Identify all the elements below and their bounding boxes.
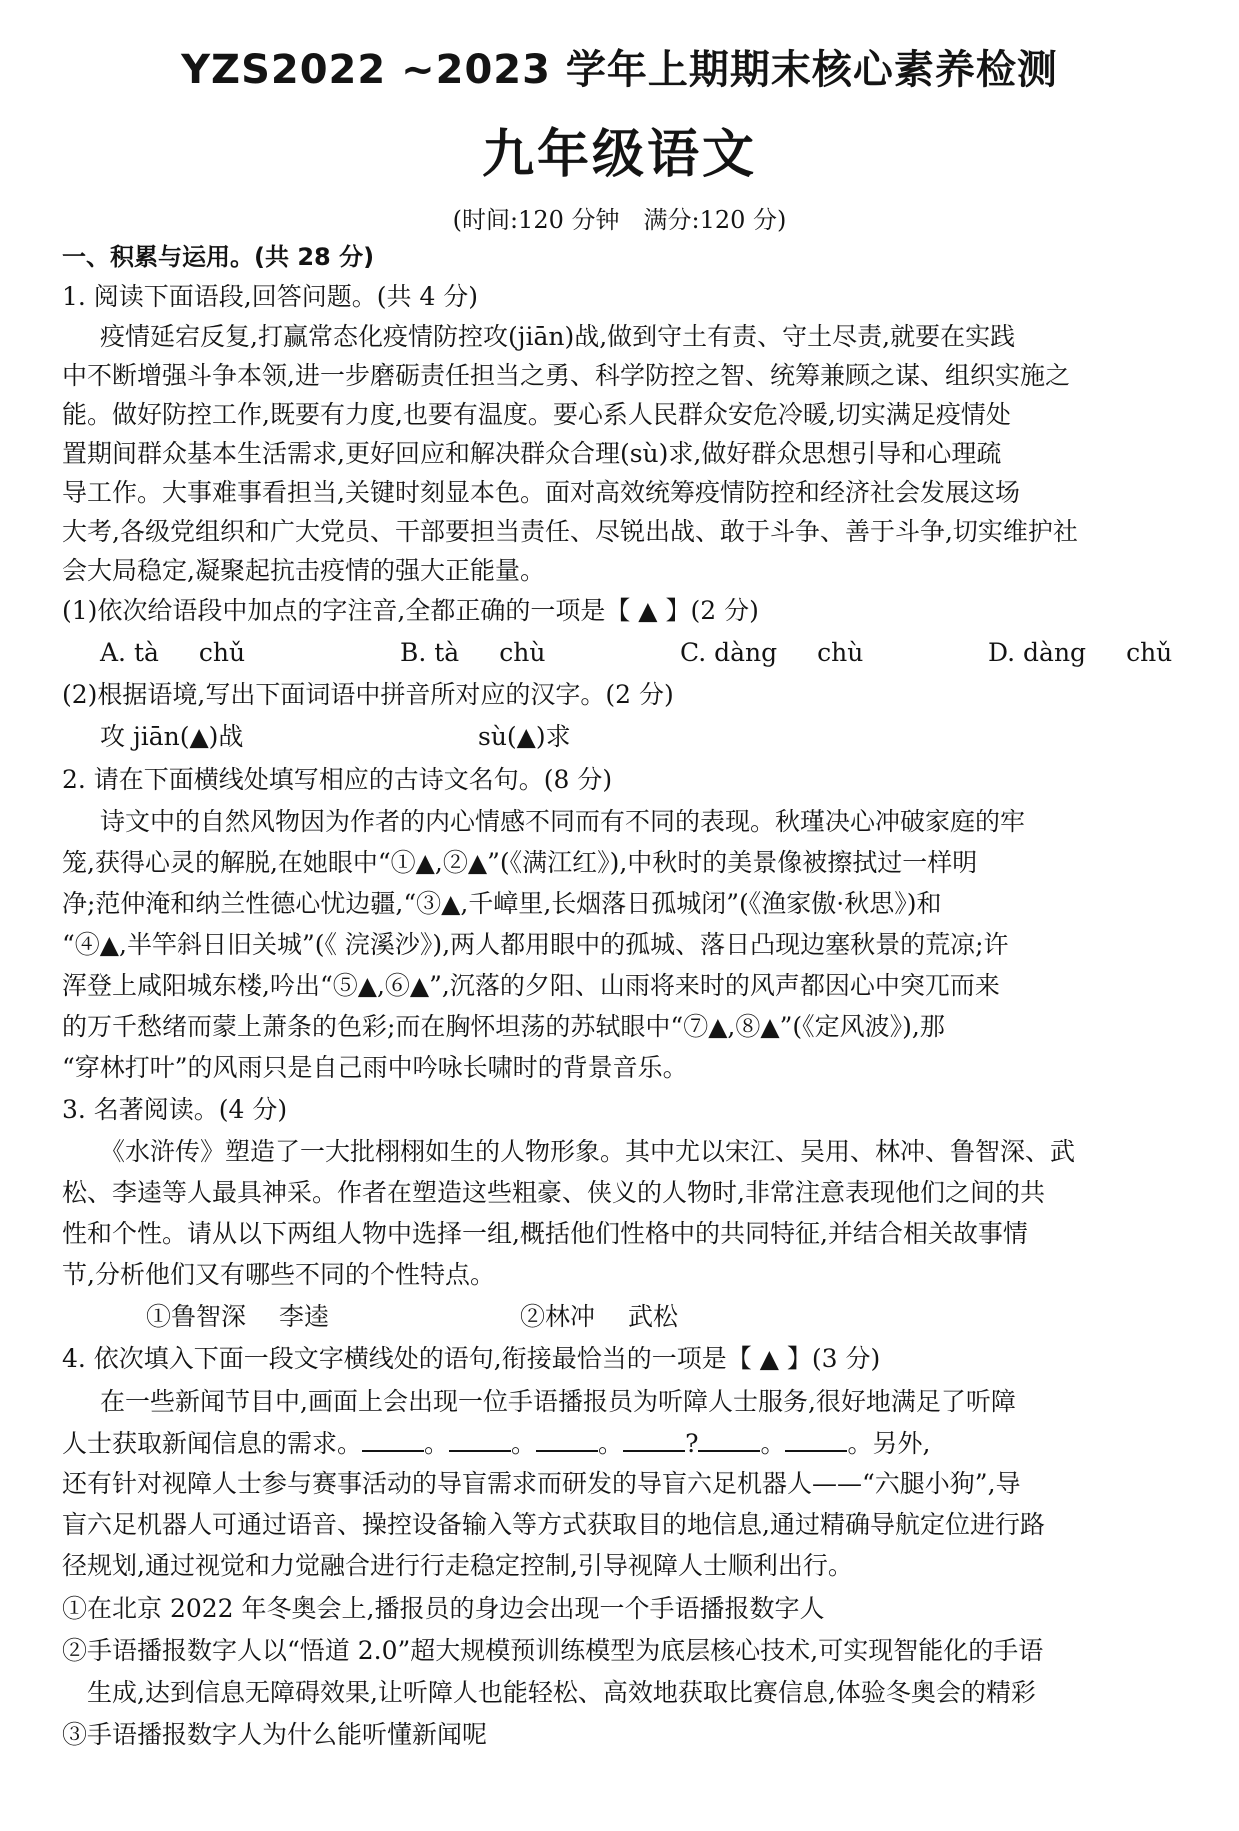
q4-blank-line (62, 1426, 930, 1461)
q4-suffix: 另外, (872, 1429, 931, 1458)
q1-option-a[interactable] (100, 636, 245, 670)
answer-blank[interactable] (449, 1426, 511, 1452)
option-label: C. dàng (680, 638, 778, 667)
q1-passage-line: 疫情延宕反复,打赢常态化疫情防控攻(jiān)战,做到守土有责、守土尽责,就要在实践 (100, 322, 1016, 351)
answer-blank[interactable] (623, 1426, 685, 1452)
answer-blank[interactable] (362, 1426, 424, 1452)
q2-passage-line: “穿林打叶”的风雨只是自己雨中吟咏长啸时的背景音乐。 (62, 1053, 688, 1082)
q2-passage-line: “④▲,半竿斜日旧关城”(《 浣溪沙》),两人都用眼中的孤城、落日凸现边塞秋景的荒凉;许 (62, 930, 1009, 959)
q2-passage-line: 诗文中的自然风物因为作者的内心情感不同而有不同的表现。秋瑾决心冲破家庭的牢 (100, 807, 1026, 836)
q4-passage-line: 还有针对视障人士参与赛事活动的导盲需求而研发的导盲六足机器人——“六腿小狗”,导 (62, 1469, 1021, 1498)
q2-passage-line: 笼,获得心灵的解脱,在她眼中“①▲,②▲”(《满江红》),中秋时的美景像被擦拭过一样明 (62, 848, 978, 877)
q1-fill-jian[interactable]: 攻 jiān(▲)战 (100, 722, 244, 751)
option-label: A. tà (100, 638, 159, 667)
q1-passage-line: 会大局稳定,凝聚起抗击疫情的强大正能量。 (62, 556, 545, 585)
option-label: B. tà (400, 638, 460, 667)
q1-passage-line: 导工作。大事难事看担当,关键时刻显本色。面对高效统筹疫情防控和经济社会发展这场 (62, 478, 1020, 507)
exam-title: YZS2022 ~2023 学年上期期末核心素养检测 (181, 47, 1058, 93)
section-heading: 一、积累与运用。(共 28 分) (62, 243, 375, 271)
option-pinyin: chǔ (198, 638, 246, 667)
q1-option-d[interactable] (988, 636, 1172, 670)
q4-passage-line: 径规划,通过视觉和力觉融合进行行走稳定控制,引导视障人士顺利出行。 (62, 1551, 853, 1580)
q2-passage-line: 的万千愁绪而蒙上萧条的色彩;而在胸怀坦荡的苏轼眼中“⑦▲,⑧▲”(《定风波》),那 (62, 1012, 945, 1041)
q1-option-c[interactable] (680, 636, 863, 670)
q1-passage-line: 大考,各级党组织和广大党员、干部要担当责任、尽锐出战、敢于斗争、善于斗争,切实维护社 (62, 517, 1078, 546)
punctuation: 。 (424, 1429, 450, 1458)
punctuation: ? (685, 1429, 699, 1458)
q1-sub1: (1)依次给语段中加点的字注音,全都正确的一项是【 ▲ 】(2 分) (62, 596, 759, 625)
option-pinyin: chù (499, 638, 546, 667)
q1-stem: 1. 阅读下面语段,回答问题。(共 4 分) (62, 282, 479, 311)
answer-blank[interactable] (698, 1426, 760, 1452)
option-label: D. dàng (988, 638, 1087, 667)
q3-passage-line: 节,分析他们又有哪些不同的个性特点。 (62, 1260, 495, 1289)
q1-passage-line: 中不断增强斗争本领,进一步磨砺责任担当之勇、科学防控之智、统筹兼顾之谋、组织实施之 (62, 361, 1070, 390)
q3-passage-line: 性和个性。请从以下两组人物中选择一组,概括他们性格中的共同特征,并结合相关故事情 (62, 1219, 1028, 1248)
answer-blank[interactable] (785, 1426, 847, 1452)
exam-subject: 九年级语文 (481, 125, 757, 185)
q2-stem: 2. 请在下面横线处填写相应的古诗文名句。(8 分) (62, 765, 613, 794)
punctuation: 。 (847, 1429, 873, 1458)
q4-passage-line: 盲六足机器人可通过语音、操控设备输入等方式获取目的地信息,通过精确导航定位进行路 (62, 1510, 1045, 1539)
q1-fill-su[interactable]: sù(▲)求 (478, 722, 571, 751)
q3-passage-line: 《水浒传》塑造了一大批栩栩如生的人物形象。其中尤以宋江、吴用、林冲、鲁智深、武 (100, 1137, 1076, 1166)
q3-passage-line: 松、李逵等人最具神采。作者在塑造这些粗豪、侠义的人物时,非常注意表现他们之间的共 (62, 1178, 1045, 1207)
q4-item: ①在北京 2022 年冬奥会上,播报员的身边会出现一个手语播报数字人 (62, 1594, 825, 1623)
q2-passage-line: 浑登上咸阳城东楼,吟出“⑤▲,⑥▲”,沉落的夕阳、山雨将来时的风声都因心中突兀而来 (62, 971, 1000, 1000)
punctuation: 。 (511, 1429, 537, 1458)
q3-stem: 3. 名著阅读。(4 分) (62, 1095, 288, 1124)
punctuation: 。 (598, 1429, 624, 1458)
q2-passage-line: 净;范仲淹和纳兰性德心忧边疆,“③▲,千嶂里,长烟落日孤城闭”(《渔家傲·秋思》)和 (62, 889, 942, 918)
q1-passage-line: 置期间群众基本生活需求,更好回应和解决群众合理(sù)求,做好群众思想引导和心理疏 (62, 439, 1002, 468)
punctuation: 。 (760, 1429, 786, 1458)
q4-stem: 4. 依次填入下面一段文字横线处的语句,衔接最恰当的一项是【 ▲ 】(3 分) (62, 1344, 881, 1373)
answer-blank[interactable] (536, 1426, 598, 1452)
q1-passage-line: 能。做好防控工作,既要有力度,也要有温度。要心系人民群众安危冷暖,切实满足疫情处 (62, 400, 1011, 429)
q4-item: ③手语播报数字人为什么能听懂新闻呢 (62, 1720, 488, 1749)
q4-prefix: 人士获取新闻信息的需求。 (62, 1429, 363, 1458)
q3-group-1[interactable]: ①鲁智深 李逵 (146, 1302, 329, 1331)
option-pinyin: chù (817, 638, 864, 667)
q4-passage-line: 在一些新闻节目中,画面上会出现一位手语播报员为听障人士服务,很好地满足了听障 (100, 1387, 1016, 1416)
q4-item: ②手语播报数字人以“悟道 2.0”超大规模预训练模型为底层核心技术,可实现智能化的手语 (62, 1636, 1044, 1665)
option-pinyin: chǔ (1126, 638, 1173, 667)
q4-item: 生成,达到信息无障碍效果,让听障人也能轻松、高效地获取比赛信息,体验冬奥会的精彩 (62, 1678, 1036, 1707)
q1-sub2: (2)根据语境,写出下面词语中拼音所对应的汉字。(2 分) (62, 680, 674, 709)
q3-group-2[interactable]: ②林冲 武松 (520, 1302, 678, 1331)
exam-meta: (时间:120 分钟 满分:120 分) (452, 206, 787, 234)
q1-option-b[interactable] (400, 636, 545, 670)
